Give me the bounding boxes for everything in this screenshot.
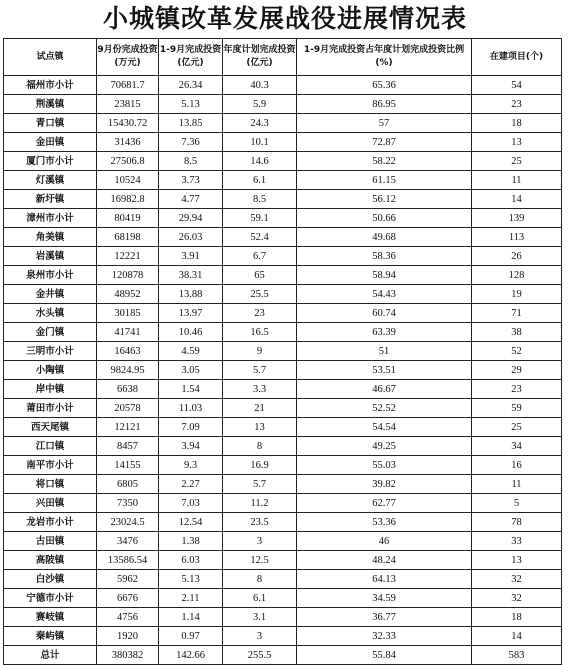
projects-cell: 128	[472, 266, 562, 285]
town-name-cell: 兴田镇	[4, 494, 97, 513]
sep-investment-cell: 30185	[97, 304, 159, 323]
annual-plan-cell: 6.1	[223, 589, 297, 608]
town-name-cell: 泉州市小计	[4, 266, 97, 285]
sep-investment-cell: 3476	[97, 532, 159, 551]
sep-investment-cell: 12121	[97, 418, 159, 437]
ytd-investment-cell: 9.3	[159, 456, 223, 475]
annual-plan-cell: 6.1	[223, 171, 297, 190]
town-name-cell: 金门镇	[4, 323, 97, 342]
projects-cell: 19	[472, 285, 562, 304]
table-row	[4, 323, 562, 342]
table-row	[4, 190, 562, 209]
ytd-investment-cell: 3.91	[159, 247, 223, 266]
projects-cell: 583	[472, 646, 562, 665]
table-row	[4, 304, 562, 323]
annual-plan-cell: 59.1	[223, 209, 297, 228]
completion-ratio-cell: 72.87	[297, 133, 472, 152]
sep-investment-cell: 20578	[97, 399, 159, 418]
sep-investment-cell: 6676	[97, 589, 159, 608]
sep-investment-cell: 16463	[97, 342, 159, 361]
ytd-investment-cell: 38.31	[159, 266, 223, 285]
sep-investment-cell: 7350	[97, 494, 159, 513]
projects-cell: 32	[472, 589, 562, 608]
annual-plan-cell: 23	[223, 304, 297, 323]
projects-cell: 78	[472, 513, 562, 532]
table-row	[4, 437, 562, 456]
ytd-investment-cell: 6.03	[159, 551, 223, 570]
town-name-cell: 龙岩市小计	[4, 513, 97, 532]
annual-plan-cell: 25.5	[223, 285, 297, 304]
projects-cell: 18	[472, 114, 562, 133]
sep-investment-cell: 80419	[97, 209, 159, 228]
table-row	[4, 418, 562, 437]
completion-ratio-cell: 58.94	[297, 266, 472, 285]
ytd-investment-cell: 2.11	[159, 589, 223, 608]
completion-ratio-cell: 39.82	[297, 475, 472, 494]
sep-investment-cell: 380382	[97, 646, 159, 665]
completion-ratio-cell: 36.77	[297, 608, 472, 627]
annual-plan-cell: 3	[223, 627, 297, 646]
header-projects: 在建项目(个)	[472, 39, 562, 76]
annual-plan-cell: 3.3	[223, 380, 297, 399]
progress-table	[3, 38, 562, 665]
town-name-cell: 南平市小计	[4, 456, 97, 475]
completion-ratio-cell: 34.59	[297, 589, 472, 608]
projects-cell: 25	[472, 152, 562, 171]
ytd-investment-cell: 29.94	[159, 209, 223, 228]
sep-investment-cell: 8457	[97, 437, 159, 456]
table-row	[4, 228, 562, 247]
projects-cell: 14	[472, 627, 562, 646]
ytd-investment-cell: 4.77	[159, 190, 223, 209]
completion-ratio-cell: 65.36	[297, 76, 472, 95]
ytd-investment-cell: 4.59	[159, 342, 223, 361]
projects-cell: 11	[472, 475, 562, 494]
ytd-investment-cell: 1.38	[159, 532, 223, 551]
sep-investment-cell: 13586.54	[97, 551, 159, 570]
annual-plan-cell: 5.9	[223, 95, 297, 114]
town-name-cell: 赛岐镇	[4, 608, 97, 627]
town-name-cell: 白沙镇	[4, 570, 97, 589]
sep-investment-cell: 120878	[97, 266, 159, 285]
town-name-cell: 水头镇	[4, 304, 97, 323]
projects-cell: 59	[472, 399, 562, 418]
header-town: 试点镇	[4, 39, 97, 76]
annual-plan-cell: 16.9	[223, 456, 297, 475]
town-name-cell: 宁德市小计	[4, 589, 97, 608]
town-name-cell: 三明市小计	[4, 342, 97, 361]
header-row	[4, 39, 562, 76]
sep-investment-cell: 5962	[97, 570, 159, 589]
sep-investment-cell: 41741	[97, 323, 159, 342]
sep-investment-cell: 6805	[97, 475, 159, 494]
table-row	[4, 152, 562, 171]
projects-cell: 25	[472, 418, 562, 437]
sep-investment-cell: 4756	[97, 608, 159, 627]
ytd-investment-cell: 1.54	[159, 380, 223, 399]
sep-investment-cell: 9824.95	[97, 361, 159, 380]
projects-cell: 18	[472, 608, 562, 627]
ytd-investment-cell: 3.73	[159, 171, 223, 190]
sep-investment-cell: 6638	[97, 380, 159, 399]
header-ytd-investment: 1-9月完成投资(亿元)	[159, 39, 223, 76]
town-name-cell: 莆田市小计	[4, 399, 97, 418]
annual-plan-cell: 24.3	[223, 114, 297, 133]
completion-ratio-cell: 62.77	[297, 494, 472, 513]
town-name-cell: 金田镇	[4, 133, 97, 152]
sep-investment-cell: 12221	[97, 247, 159, 266]
ytd-investment-cell: 5.13	[159, 95, 223, 114]
table-row	[4, 209, 562, 228]
sep-investment-cell: 27506.8	[97, 152, 159, 171]
town-name-cell: 漳州市小计	[4, 209, 97, 228]
sep-investment-cell: 31436	[97, 133, 159, 152]
town-name-cell: 新圩镇	[4, 190, 97, 209]
table-row	[4, 114, 562, 133]
completion-ratio-cell: 50.66	[297, 209, 472, 228]
table-row	[4, 494, 562, 513]
completion-ratio-cell: 46.67	[297, 380, 472, 399]
projects-cell: 38	[472, 323, 562, 342]
completion-ratio-cell: 46	[297, 532, 472, 551]
projects-cell: 5	[472, 494, 562, 513]
annual-plan-cell: 3.1	[223, 608, 297, 627]
annual-plan-cell: 52.4	[223, 228, 297, 247]
completion-ratio-cell: 57	[297, 114, 472, 133]
town-name-cell: 小陶镇	[4, 361, 97, 380]
annual-plan-cell: 40.3	[223, 76, 297, 95]
projects-cell: 23	[472, 380, 562, 399]
annual-plan-cell: 65	[223, 266, 297, 285]
annual-plan-cell: 6.7	[223, 247, 297, 266]
table-row	[4, 608, 562, 627]
completion-ratio-cell: 53.51	[297, 361, 472, 380]
completion-ratio-cell: 49.68	[297, 228, 472, 247]
town-name-cell: 角美镇	[4, 228, 97, 247]
annual-plan-cell: 10.1	[223, 133, 297, 152]
ytd-investment-cell: 7.03	[159, 494, 223, 513]
ytd-investment-cell: 3.05	[159, 361, 223, 380]
annual-plan-cell: 3	[223, 532, 297, 551]
ytd-investment-cell: 26.03	[159, 228, 223, 247]
table-row	[4, 380, 562, 399]
ytd-investment-cell: 1.14	[159, 608, 223, 627]
table-row	[4, 133, 562, 152]
ytd-investment-cell: 13.97	[159, 304, 223, 323]
header-sep-investment: 9月份完成投资(万元)	[97, 39, 159, 76]
annual-plan-cell: 11.2	[223, 494, 297, 513]
completion-ratio-cell: 63.39	[297, 323, 472, 342]
ytd-investment-cell: 13.88	[159, 285, 223, 304]
table-row	[4, 266, 562, 285]
table-row	[4, 532, 562, 551]
ytd-investment-cell: 142.66	[159, 646, 223, 665]
sep-investment-cell: 23024.5	[97, 513, 159, 532]
projects-cell: 71	[472, 304, 562, 323]
annual-plan-cell: 13	[223, 418, 297, 437]
completion-ratio-cell: 58.36	[297, 247, 472, 266]
completion-ratio-cell: 64.13	[297, 570, 472, 589]
sep-investment-cell: 23815	[97, 95, 159, 114]
ytd-investment-cell: 10.46	[159, 323, 223, 342]
town-name-cell: 灯溪镇	[4, 171, 97, 190]
table-body	[4, 76, 562, 665]
town-name-cell: 秦屿镇	[4, 627, 97, 646]
projects-cell: 13	[472, 551, 562, 570]
annual-plan-cell: 8.5	[223, 190, 297, 209]
completion-ratio-cell: 55.84	[297, 646, 472, 665]
completion-ratio-cell: 53.36	[297, 513, 472, 532]
table-row	[4, 513, 562, 532]
projects-cell: 34	[472, 437, 562, 456]
table-row	[4, 171, 562, 190]
table-row	[4, 95, 562, 114]
ytd-investment-cell: 5.13	[159, 570, 223, 589]
completion-ratio-cell: 48.24	[297, 551, 472, 570]
ytd-investment-cell: 2.27	[159, 475, 223, 494]
sep-investment-cell: 48952	[97, 285, 159, 304]
projects-cell: 13	[472, 133, 562, 152]
ytd-investment-cell: 7.36	[159, 133, 223, 152]
header-annual-plan: 年度计划完成投资(亿元)	[223, 39, 297, 76]
sep-investment-cell: 15430.72	[97, 114, 159, 133]
ytd-investment-cell: 26.34	[159, 76, 223, 95]
town-name-cell: 金井镇	[4, 285, 97, 304]
town-name-cell: 荆溪镇	[4, 95, 97, 114]
completion-ratio-cell: 58.22	[297, 152, 472, 171]
town-name-cell: 厦门市小计	[4, 152, 97, 171]
annual-plan-cell: 23.5	[223, 513, 297, 532]
sep-investment-cell: 10524	[97, 171, 159, 190]
table-row	[4, 456, 562, 475]
sep-investment-cell: 68198	[97, 228, 159, 247]
table-title: 小城镇改革发展战役进展情况表	[102, 4, 467, 33]
table-row	[4, 247, 562, 266]
annual-plan-cell: 12.5	[223, 551, 297, 570]
completion-ratio-cell: 54.43	[297, 285, 472, 304]
completion-ratio-cell: 60.74	[297, 304, 472, 323]
table-row	[4, 646, 562, 665]
town-name-cell: 江口镇	[4, 437, 97, 456]
projects-cell: 54	[472, 76, 562, 95]
ytd-investment-cell: 7.09	[159, 418, 223, 437]
projects-cell: 11	[472, 171, 562, 190]
sep-investment-cell: 14155	[97, 456, 159, 475]
completion-ratio-cell: 86.95	[297, 95, 472, 114]
annual-plan-cell: 16.5	[223, 323, 297, 342]
completion-ratio-cell: 61.15	[297, 171, 472, 190]
town-name-cell: 总计	[4, 646, 97, 665]
table-row	[4, 342, 562, 361]
ytd-investment-cell: 8.5	[159, 152, 223, 171]
projects-cell: 14	[472, 190, 562, 209]
projects-cell: 29	[472, 361, 562, 380]
projects-cell: 52	[472, 342, 562, 361]
town-name-cell: 福州市小计	[4, 76, 97, 95]
completion-ratio-cell: 52.52	[297, 399, 472, 418]
projects-cell: 33	[472, 532, 562, 551]
projects-cell: 113	[472, 228, 562, 247]
table-row	[4, 399, 562, 418]
table-row	[4, 361, 562, 380]
projects-cell: 32	[472, 570, 562, 589]
annual-plan-cell: 255.5	[223, 646, 297, 665]
sep-investment-cell: 16982.8	[97, 190, 159, 209]
annual-plan-cell: 8	[223, 570, 297, 589]
ytd-investment-cell: 11.03	[159, 399, 223, 418]
ytd-investment-cell: 12.54	[159, 513, 223, 532]
projects-cell: 139	[472, 209, 562, 228]
projects-cell: 26	[472, 247, 562, 266]
town-name-cell: 青口镇	[4, 114, 97, 133]
annual-plan-cell: 21	[223, 399, 297, 418]
annual-plan-cell: 5.7	[223, 361, 297, 380]
completion-ratio-cell: 54.54	[297, 418, 472, 437]
completion-ratio-cell: 49.25	[297, 437, 472, 456]
table-row	[4, 475, 562, 494]
completion-ratio-cell: 56.12	[297, 190, 472, 209]
town-name-cell: 西天尾镇	[4, 418, 97, 437]
annual-plan-cell: 8	[223, 437, 297, 456]
ytd-investment-cell: 3.94	[159, 437, 223, 456]
table-row	[4, 570, 562, 589]
ytd-investment-cell: 0.97	[159, 627, 223, 646]
town-name-cell: 将口镇	[4, 475, 97, 494]
town-name-cell: 岩溪镇	[4, 247, 97, 266]
table-row	[4, 76, 562, 95]
completion-ratio-cell: 55.03	[297, 456, 472, 475]
town-name-cell: 高陂镇	[4, 551, 97, 570]
table-row	[4, 627, 562, 646]
town-name-cell: 古田镇	[4, 532, 97, 551]
town-name-cell: 岸中镇	[4, 380, 97, 399]
table-row	[4, 589, 562, 608]
completion-ratio-cell: 32.33	[297, 627, 472, 646]
table-row	[4, 551, 562, 570]
projects-cell: 23	[472, 95, 562, 114]
projects-cell: 16	[472, 456, 562, 475]
sep-investment-cell: 1920	[97, 627, 159, 646]
annual-plan-cell: 9	[223, 342, 297, 361]
annual-plan-cell: 14.6	[223, 152, 297, 171]
completion-ratio-cell: 51	[297, 342, 472, 361]
ytd-investment-cell: 13.85	[159, 114, 223, 133]
table-row	[4, 285, 562, 304]
header-completion-ratio: 1-9月完成投资占年度计划完成投资比例(%)	[297, 39, 472, 76]
annual-plan-cell: 5.7	[223, 475, 297, 494]
sep-investment-cell: 70681.7	[97, 76, 159, 95]
